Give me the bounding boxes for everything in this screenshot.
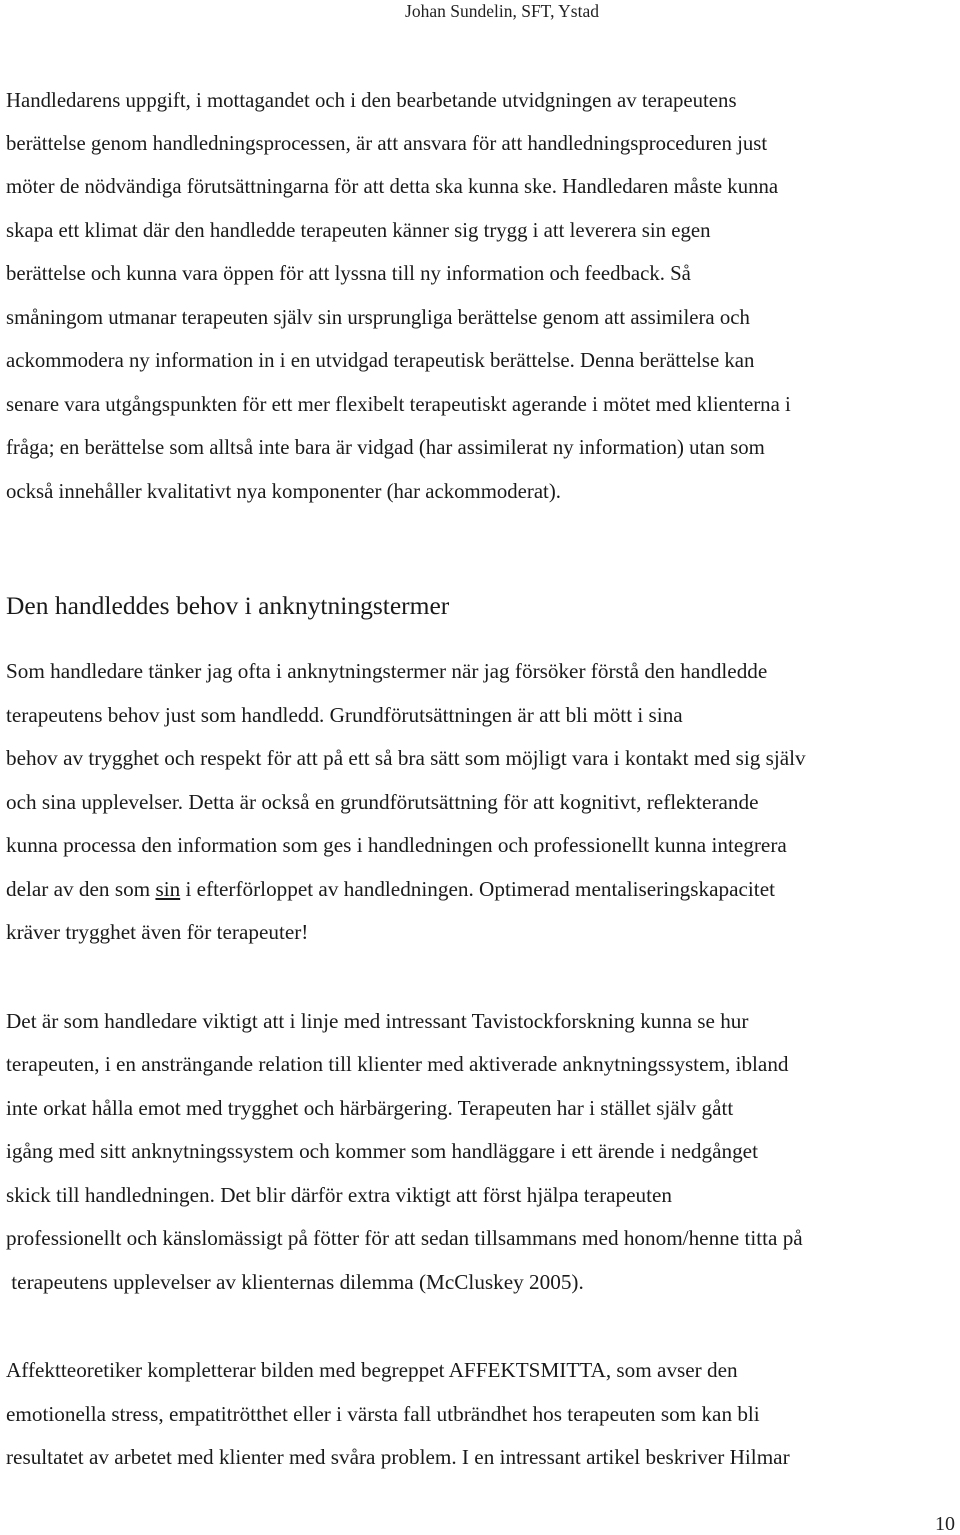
text-line: berättelse genom handledningsprocessen, är att ansvara för att handledningsproceduren just xyxy=(6,132,768,155)
text-line: inte orkat hålla emot med trygghet och härbärgering. Terapeuten har i stället själv gått xyxy=(6,1096,734,1120)
text-line: och sina upplevelser. Detta är också en grundförutsättning för att kognitivt, reflekterande xyxy=(6,790,759,814)
text-line: Det är som handledare viktigt att i linje med intressant Tavistockforskning kunna se hur xyxy=(6,1009,749,1033)
text-segment: delar av den som xyxy=(6,877,156,901)
text-line: berättelse och kunna vara öppen för att lyssna till ny information och feedback. Så xyxy=(6,262,691,285)
text-line: Affektteoretiker kompletterar bilden med begreppet AFFEKTSMITTA, som avser den xyxy=(6,1358,738,1382)
text-line: skapa ett klimat där den handledde terapeuten känner sig trygg i att leverera sin egen xyxy=(6,219,711,242)
underlined-word: sin xyxy=(155,877,181,901)
text-line: senare vara utgångspunkten för ett mer flexibelt terapeutiskt agerande i mötet med klienterna i xyxy=(6,393,791,416)
text-line: också innehåller kvalitativt nya komponenter (har ackommoderat). xyxy=(6,480,561,503)
text-line xyxy=(6,876,775,902)
text-line: professionellt och känslomässigt på fötter för att sedan tillsammans med honom/henne titta på xyxy=(6,1226,803,1250)
text-line: terapeutens behov just som handledd. Grundförutsättningen är att bli mött i sina xyxy=(6,703,683,727)
text-segment: i efterförloppet av handledningen. Optimerad mentaliseringskapacitet xyxy=(180,877,775,901)
text-line: terapeutens upplevelser av klienternas dilemma (McCluskey 2005). xyxy=(6,1270,584,1294)
text-line: ackommodera ny information in i en utvidgad terapeutisk berättelse. Denna berättelse kan xyxy=(6,349,755,372)
text-line: igång med sitt anknytningssystem och kommer som handläggare i ett ärende i nedgånget xyxy=(6,1139,758,1163)
page-number: 10 xyxy=(935,1513,955,1535)
text-line: möter de nödvändiga förutsättningarna för att detta ska kunna ske. Handledaren måste kunna xyxy=(6,175,779,198)
text-line: Handledarens uppgift, i mottagandet och i den bearbetande utvidgningen av terapeutens xyxy=(6,89,737,112)
text-line: kunna processa den information som ges i handledningen och professionellt kunna integrera xyxy=(6,833,787,857)
section-heading: Den handleddes behov i anknytningstermer xyxy=(6,591,450,620)
text-line: fråga; en berättelse som alltså inte bara är vidgad (har assimilerat ny information) utan som xyxy=(6,436,765,459)
text-line: terapeuten, i en ansträngande relation till klienter med aktiverade anknytningssystem, ibland xyxy=(6,1052,789,1076)
text-line: småningom utmanar terapeuten själv sin ursprungliga berättelse genom att assimilera och xyxy=(6,306,750,329)
text-line: kräver trygghet även för terapeuter! xyxy=(6,920,309,944)
text-line: skick till handledningen. Det blir därför extra viktigt att först hjälpa terapeuten xyxy=(6,1183,673,1207)
text-line: resultatet av arbetet med klienter med svåra problem. I en intressant artikel beskriver Hilmar xyxy=(6,1445,790,1469)
text-line: emotionella stress, empatitrötthet eller i värsta fall utbrändhet hos terapeuten som kan bli xyxy=(6,1402,760,1426)
running-header: Johan Sundelin, SFT, Ystad xyxy=(405,1,599,21)
text-line: Som handledare tänker jag ofta i anknytningstermer när jag försöker förstå den handledde xyxy=(6,659,768,683)
text-line: behov av trygghet och respekt för att på ett så bra sätt som möjligt vara i kontakt med sig själv xyxy=(6,746,806,770)
